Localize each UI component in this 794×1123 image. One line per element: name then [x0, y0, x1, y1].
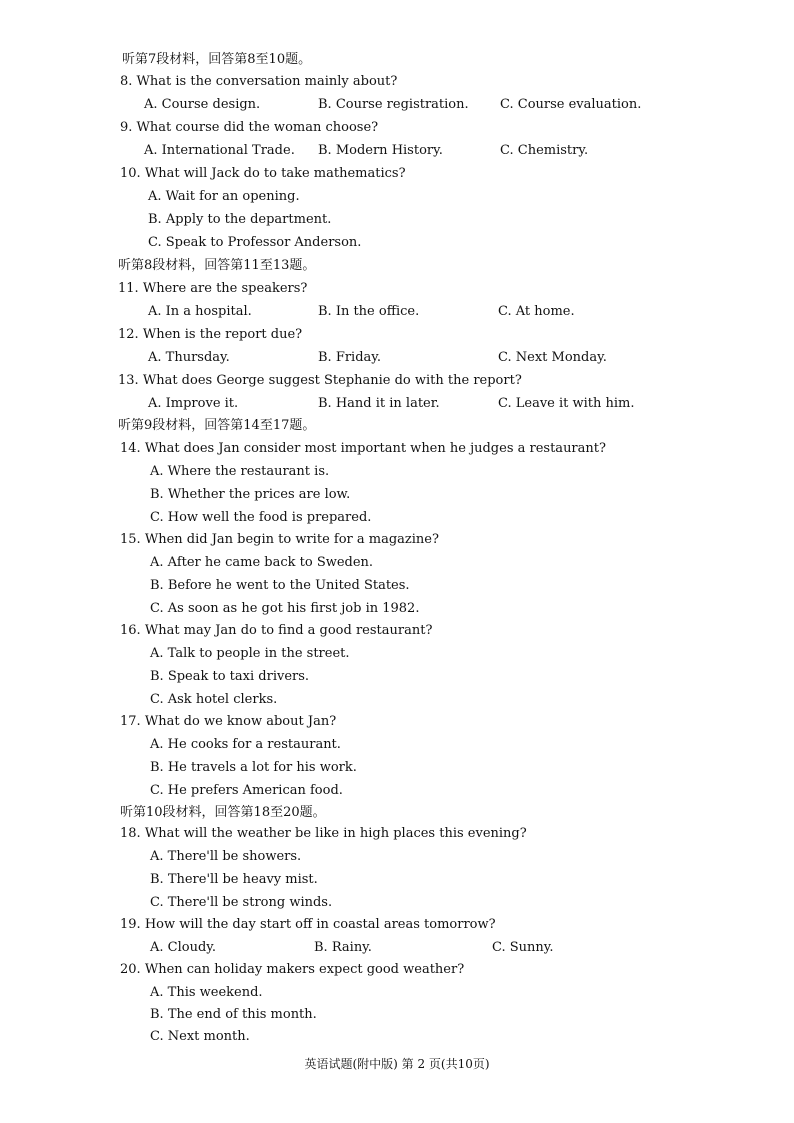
question-text: How will the day start off in coastal areas tomorrow?	[144, 917, 496, 932]
option-b: B. There'll be heavy mist.	[150, 872, 318, 887]
question-text: When is the report due?	[142, 327, 303, 342]
question-number: 13.	[118, 373, 139, 388]
option-b: B. Rainy.	[314, 940, 372, 955]
option-b: B. The end of this month.	[150, 1007, 317, 1022]
option-a: A. Talk to people in the street.	[150, 646, 350, 661]
question-13	[118, 373, 522, 389]
question-text: When can holiday makers expect good weather?	[144, 962, 465, 977]
option-b: B. Modern History.	[318, 143, 443, 158]
question-number: 10.	[120, 166, 141, 181]
option-c: C. He prefers American food.	[150, 783, 343, 798]
option-c: C. Next month.	[150, 1029, 250, 1044]
option-a: A. Wait for an opening.	[148, 189, 300, 204]
question-number: 20.	[120, 962, 141, 977]
option-b: B. Apply to the department.	[148, 212, 332, 227]
question-number: 12.	[118, 327, 139, 342]
option-a: A. Course design.	[144, 97, 261, 112]
question-number: 9.	[120, 120, 133, 135]
option-a: A. After he came back to Sweden.	[150, 555, 374, 570]
question-number: 19.	[120, 917, 141, 932]
question-number: 16.	[120, 623, 141, 638]
question-text: What does Jan consider most important when he judges a restaurant?	[144, 441, 606, 456]
question-text: What do we know about Jan?	[144, 714, 337, 729]
option-a: A. Cloudy.	[150, 940, 217, 955]
question-9	[120, 120, 378, 136]
option-a: A. There'll be showers.	[150, 849, 302, 864]
option-b: B. Speak to taxi drivers.	[150, 669, 310, 684]
question-15	[120, 532, 439, 548]
question-17	[120, 714, 336, 730]
question-18	[120, 826, 527, 842]
option-a: A. Improve it.	[148, 396, 239, 411]
option-a: A. Where the restaurant is.	[150, 464, 330, 479]
question-number: 15.	[120, 532, 141, 547]
option-c: C. Next Monday.	[498, 350, 607, 365]
question-14	[120, 441, 606, 457]
page-footer: 英语试题(附中版) 第 2 页(共10页)	[304, 1057, 490, 1071]
section-header: 听第9段材料，回答第14至17题。	[118, 418, 316, 433]
option-a: A. Thursday.	[148, 350, 230, 365]
question-19	[120, 917, 496, 933]
question-number: 17.	[120, 714, 141, 729]
option-c: C. Sunny.	[492, 940, 554, 955]
question-11	[118, 281, 307, 297]
question-text: What does George suggest Stephanie do with the report?	[142, 373, 522, 388]
question-number: 18.	[120, 826, 141, 841]
option-c: C. As soon as he got his first job in 1982.	[150, 601, 420, 616]
option-b: B. Before he went to the United States.	[150, 578, 410, 593]
option-a: A. International Trade.	[144, 143, 295, 158]
option-b: B. Friday.	[318, 350, 382, 365]
option-b: B. Whether the prices are low.	[150, 487, 351, 502]
section-header: 听第7段材料，回答第8至10题。	[122, 52, 312, 67]
option-c: C. At home.	[498, 304, 575, 319]
question-text: Where are the speakers?	[142, 281, 308, 296]
option-c: C. Leave it with him.	[498, 396, 635, 411]
option-b: B. He travels a lot for his work.	[150, 760, 357, 775]
option-a: A. This weekend.	[150, 985, 263, 1000]
option-c: C. Ask hotel clerks.	[150, 692, 278, 707]
question-text: What will the weather be like in high places this evening?	[144, 826, 527, 841]
option-b: B. Course registration.	[318, 97, 469, 112]
question-10	[120, 166, 406, 182]
option-c: C. Course evaluation.	[500, 97, 642, 112]
option-c: C. Chemistry.	[500, 143, 589, 158]
section-header: 听第10段材料，回答第18至20题。	[120, 805, 326, 820]
option-c: C. Speak to Professor Anderson.	[148, 235, 362, 250]
question-16	[120, 623, 432, 639]
question-12	[118, 327, 302, 343]
section-header: 听第8段材料，回答第11至13题。	[118, 258, 316, 273]
question-text: When did Jan begin to write for a magazine?	[144, 532, 439, 547]
question-20	[120, 962, 464, 978]
option-c: C. How well the food is prepared.	[150, 510, 372, 525]
question-number: 11.	[118, 281, 139, 296]
question-number: 14.	[120, 441, 141, 456]
question-text: What may Jan do to find a good restaurant?	[144, 623, 433, 638]
question-text: What will Jack do to take mathematics?	[144, 166, 406, 181]
option-a: A. In a hospital.	[148, 304, 252, 319]
option-a: A. He cooks for a restaurant.	[150, 737, 341, 752]
option-b: B. Hand it in later.	[318, 396, 440, 411]
question-number: 8.	[120, 74, 133, 89]
option-c: C. There'll be strong winds.	[150, 895, 333, 910]
option-b: B. In the office.	[318, 304, 420, 319]
question-text: What is the conversation mainly about?	[136, 74, 398, 89]
question-text: What course did the woman choose?	[136, 120, 379, 135]
question-8	[120, 74, 397, 90]
